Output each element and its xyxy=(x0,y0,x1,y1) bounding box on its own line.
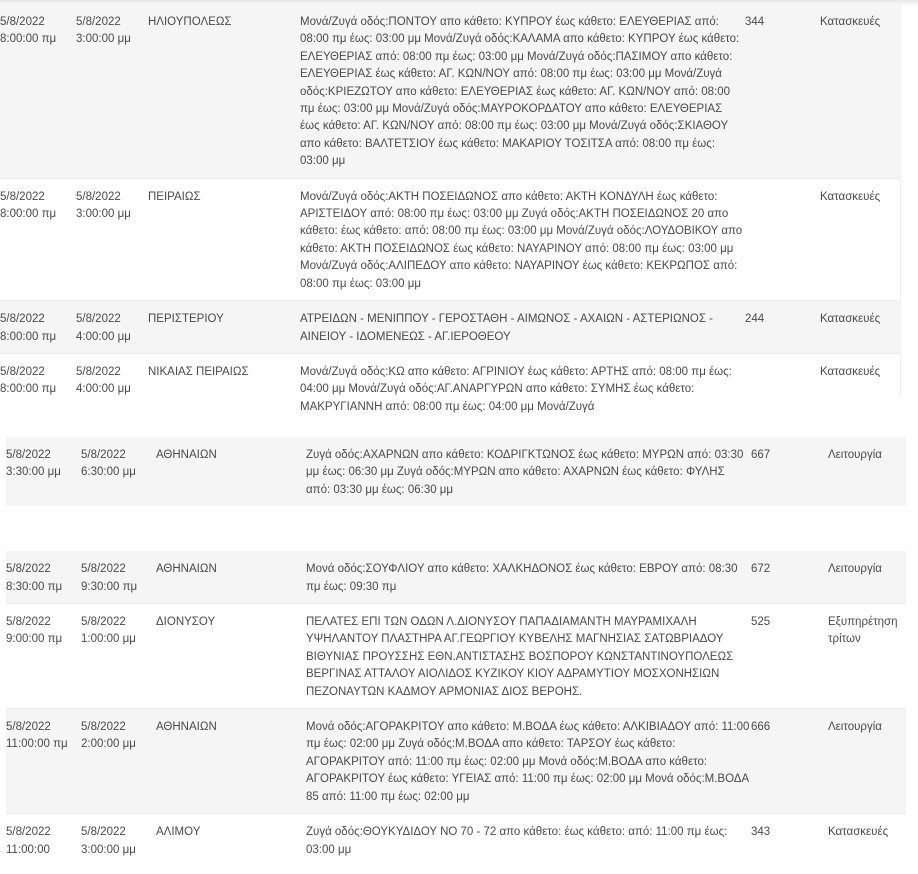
start-cell: 5/8/2022 8:00:00 πμ xyxy=(0,4,76,178)
reason-cell: Κατασκευές xyxy=(828,814,906,874)
number-cell: 667 xyxy=(751,437,828,506)
start-cell: 5/8/2022 8:00:00 πμ xyxy=(0,178,76,300)
end-cell: 5/8/2022 3:00:00 μμ xyxy=(76,4,148,178)
start-cell: 5/8/2022 11:00:00 πμ xyxy=(6,709,81,814)
row-gap xyxy=(6,506,906,551)
table-row xyxy=(0,353,900,423)
start-cell: 5/8/2022 8:00:00 πμ xyxy=(0,353,76,423)
number-cell xyxy=(745,353,820,423)
area-cell: ΠΕΛΑΤΕΣ ΕΠΙ ΤΩΝ ΟΔΩΝ Λ.ΔΙΟΝΥΣΟΥ ΠΑΠΑΔΙΑΜΑΝΤΗ ΜΑΥΡΑΜΙΧΑΛΗ ΥΨΗΛΑΝΤΟΥ ΠΛΑΣΤΗΡΑ ΑΓ.ΓΕΩΡΓΙΟΥ ΚΥΒΕΛΗΣ ΜΑΓΝΗΣΙΑΣ ΣΑΤΩΒΡΙΑΔΟΥ ΒΙΘΥΝΙΑΣ ΠΡΟΥΣΣΗΣ ΕΘΝ.ΑΝΤΙΣΤΑΣΗΣ ΒΟΣΠΟΡΟΥ ΚΩΝΣΤΑΝΤΙΝΟΥΠΟΛΕΩΣ ΒΕΡΓΙΝΑΣ ΑΤΤΑΛΟΥ ΑΙΟΛΙΔΟΣ ΚΥΖΙΚΟΥ ΚΙΟΥ ΑΔΡΑΜΥΤΙΟΥ ΜΟΣΧΟΝΗΣΙΩΝ ΠΕΖΟΝΑΥΤΩΝ ΚΑΔΜΟΥ ΑΡΜΟΝΙΑΣ ΔΙΟΣ ΒΕΡΟΗΣ. xyxy=(306,604,751,709)
area-cell: Μονά/Ζυγά οδός:ΚΩ απο κάθετο: ΑΓΡΙΝΙΟΥ έως κάθετο: ΑΡΤΗΣ από: 08:00 πμ έως: 04:00 μμ Μονά/Ζυγά οδός:ΑΓ.ΑΝΑΡΓΥΡΩΝ απο κάθετο: ΣΥΜΗΣ έως κάθετο: ΜΑΚΡΥΓΙΑΝΝΗ από: 08:00 πμ έως: 04:00 μμ Μονά/Ζυγά xyxy=(300,353,745,423)
table-row xyxy=(6,814,906,874)
end-cell: 5/8/2022 1:00:00 μμ xyxy=(81,604,156,709)
outage-table-lower xyxy=(6,437,906,874)
table-row xyxy=(0,178,900,300)
area-cell: Μονά οδός:ΑΓΟΡΑΚΡΙΤΟΥ απο κάθετο: Μ.ΒΟΔΑ έως κάθετο: ΑΛΚΙΒΙΑΔΟΥ από: 11:00 πμ έως: 02:00 μμ Ζυγά οδός:Μ.ΒΟΔΑ απο κάθετο: ΤΑΡΣΟΥ έως κάθετο: ΑΓΟΡΑΚΡΙΤΟΥ από: 11:00 πμ έως: 02:00 μμ Μονά οδός:Μ.ΒΟΔΑ απο κάθετο: ΑΓΟΡΑΚΡΙΤΟΥ έως κάθετο: ΥΓΕΙΑΣ από: 11:00 πμ έως: 02:00 μμ Μονά οδός:Μ.ΒΟΔΑ 85 από: 11:00 πμ έως: 02:00 μμ xyxy=(306,709,751,814)
number-cell: 344 xyxy=(745,4,820,178)
end-cell: 5/8/2022 4:00:00 μμ xyxy=(76,301,148,354)
reason-cell: Κατασκευές xyxy=(820,178,900,300)
reason-cell: Κατασκευές xyxy=(820,4,900,178)
area-cell: Μονά/Ζυγά οδός:ΑΚΤΗ ΠΟΣΕΙΔΩΝΟΣ απο κάθετο: ΑΚΤΗ ΚΟΝΔΥΛΗ έως κάθετο: ΑΡΙΣΤΕΙΔΟΥ από: 08:00 πμ έως: 03:00 μμ Ζυγά οδός:ΑΚΤΗ ΠΟΣΕΙΔΩΝΟΣ 20 απο κάθετο: έως κάθετο: από: 08:00 πμ έως: 03:00 μμ Μονά/Ζυγά οδός:ΛΟΥΔΟΒΙΚΟΥ απο κάθετο: ΑΚΤΗ ΠΟΣΕΙΔΩΝΟΣ έως κάθετο: ΝΑΥΑΡΙΝΟΥ από: 08:00 πμ έως: 03:00 μμ Μονά/Ζυγά οδός:ΑΛΙΠΕΔΟΥ απο κάθετο: ΝΑΥΑΡΙΝΟΥ έως κάθετο: ΚΕΚΡΩΠΟΣ από: 08:00 πμ έως: 03:00 μμ xyxy=(300,178,745,300)
municipality-cell: ΑΘΗΝΑΙΩΝ xyxy=(156,551,306,603)
area-cell: Μονά οδός:ΣΟΥΦΛΙΟΥ απο κάθετο: ΧΑΛΚΗΔΟΝΟΣ έως κάθετο: ΕΒΡΟΥ από: 08:30 πμ έως: 09:30 πμ xyxy=(306,551,751,603)
start-cell: 5/8/2022 8:00:00 πμ xyxy=(0,301,76,354)
reason-cell: Λειτουργία xyxy=(828,709,906,814)
table-row xyxy=(0,301,900,354)
table-row xyxy=(6,551,906,603)
area-cell: ΑΤΡΕΙΔΩΝ - ΜΕΝΙΠΠΟΥ - ΓΕΡΟΣΤΑΘΗ - ΑΙΜΩΝΟΣ - ΑΧΑΙΩΝ - ΑΣΤΕΡΙΩΝΟΣ - ΑΙΝΕΙΟΥ - ΙΔΟΜΕΝΕΩΣ - ΑΓ.ΙΕΡΟΘΕΟΥ xyxy=(300,301,745,354)
number-cell xyxy=(745,178,820,300)
table-row xyxy=(6,437,906,506)
end-cell: 5/8/2022 6:30:00 μμ xyxy=(81,437,156,506)
table-row xyxy=(6,709,906,814)
number-cell: 525 xyxy=(751,604,828,709)
number-cell: 666 xyxy=(751,709,828,814)
outage-table-upper xyxy=(0,4,900,423)
area-cell: Ζυγά οδός:ΑΧΑΡΝΩΝ απο κάθετο: ΚΟΔΡΙΓΚΤΩΝΟΣ έως κάθετο: ΜΥΡΩΝ από: 03:30 μμ έως: 06:30 μμ Ζυγά οδός:ΜΥΡΩΝ απο κάθετο: ΑΧΑΡΝΩΝ έως κάθετο: ΦΥΛΗΣ από: 03:30 μμ έως: 06:30 μμ xyxy=(306,437,751,506)
table-row xyxy=(6,604,906,709)
reason-cell: Κατασκευές xyxy=(820,301,900,354)
municipality-cell: ΠΕΙΡΑΙΩΣ xyxy=(148,178,300,300)
municipality-cell: ΝΙΚΑΙΑΣ ΠΕΙΡΑΙΩΣ xyxy=(148,353,300,423)
start-cell: 5/8/2022 3:30:00 μμ xyxy=(6,437,81,506)
municipality-cell: ΠΕΡΙΣΤΕΡΙΟΥ xyxy=(148,301,300,354)
start-cell: 5/8/2022 11:00:00 xyxy=(6,814,81,874)
municipality-cell: ΗΛΙΟΥΠΟΛΕΩΣ xyxy=(148,4,300,178)
number-cell: 672 xyxy=(751,551,828,603)
table-row xyxy=(0,4,900,178)
reason-cell: Κατασκευές xyxy=(820,353,900,423)
municipality-cell: ΑΘΗΝΑΙΩΝ xyxy=(156,437,306,506)
reason-cell: Εξυπηρέτηση τρίτων xyxy=(828,604,906,709)
end-cell: 5/8/2022 3:00:00 μμ xyxy=(76,178,148,300)
area-cell: Ζυγά οδός:ΘΟΥΚΥΔΙΔΟΥ ΝΟ 70 - 72 απο κάθετο: έως κάθετο: από: 11:00 πμ έως: 03:00 μμ xyxy=(306,814,751,874)
end-cell: 5/8/2022 9:30:00 πμ xyxy=(81,551,156,603)
number-cell: 244 xyxy=(745,301,820,354)
number-cell: 343 xyxy=(751,814,828,874)
municipality-cell: ΔΙΟΝΥΣΟΥ xyxy=(156,604,306,709)
start-cell: 5/8/2022 9:00:00 πμ xyxy=(6,604,81,709)
municipality-cell: ΑΘΗΝΑΙΩΝ xyxy=(156,709,306,814)
table-right-border xyxy=(900,4,901,396)
reason-cell: Λειτουργία xyxy=(828,437,906,506)
end-cell: 5/8/2022 3:00:00 μμ xyxy=(81,814,156,874)
area-cell: Μονά/Ζυγά οδός:ΠΟΝΤΟΥ απο κάθετο: ΚΥΠΡΟΥ έως κάθετο: ΕΛΕΥΘΕΡΙΑΣ από: 08:00 πμ έως: 03:00 μμ Μονά/Ζυγά οδός:ΚΑΛΑΜΑ απο κάθετο: ΚΥΠΡΟΥ έως κάθετο: ΕΛΕΥΘΕΡΙΑΣ από: 08:00 πμ έως: 03:00 μμ Μονά/Ζυγά οδός:ΠΑΣΙΜΟΥ απο κάθετο: ΕΛΕΥΘΕΡΙΑΣ έως κάθετο: ΑΓ. ΚΩΝ/ΝΟΥ από: 08:00 πμ έως: 03:00 μμ Μονά/Ζυγά οδός:ΚΡΙΕΖΩΤΟΥ απο κάθετο: ΕΛΕΥΘΕΡΙΑΣ έως κάθετο: ΑΓ. ΚΩΝ/ΝΟΥ από: 08:00 πμ έως: 03:00 μμ Μονά/Ζυγά οδός:ΜΑΥΡΟΚΟΡΔΑΤΟΥ απο κάθετο: ΕΛΕΥΘΕΡΙΑΣ έως κάθετο: ΑΓ. ΚΩΝ/ΝΟΥ από: 08:00 πμ έως: 03:00 μμ Μονά/Ζυγά οδός:ΣΚΙΑΘΟΥ απο κάθετο: ΒΑΛΤΕΤΣΙΟΥ έως κάθετο: ΜΑΚΑΡΙΟΥ ΤΟΣΙΤΣΑ από: 08:00 πμ έως: 03:00 μμ xyxy=(300,4,745,178)
reason-cell: Λειτουργία xyxy=(828,551,906,603)
start-cell: 5/8/2022 8:30:00 πμ xyxy=(6,551,81,603)
municipality-cell: ΑΛΙΜΟΥ xyxy=(156,814,306,874)
end-cell: 5/8/2022 2:00:00 μμ xyxy=(81,709,156,814)
end-cell: 5/8/2022 4:00:00 μμ xyxy=(76,353,148,423)
